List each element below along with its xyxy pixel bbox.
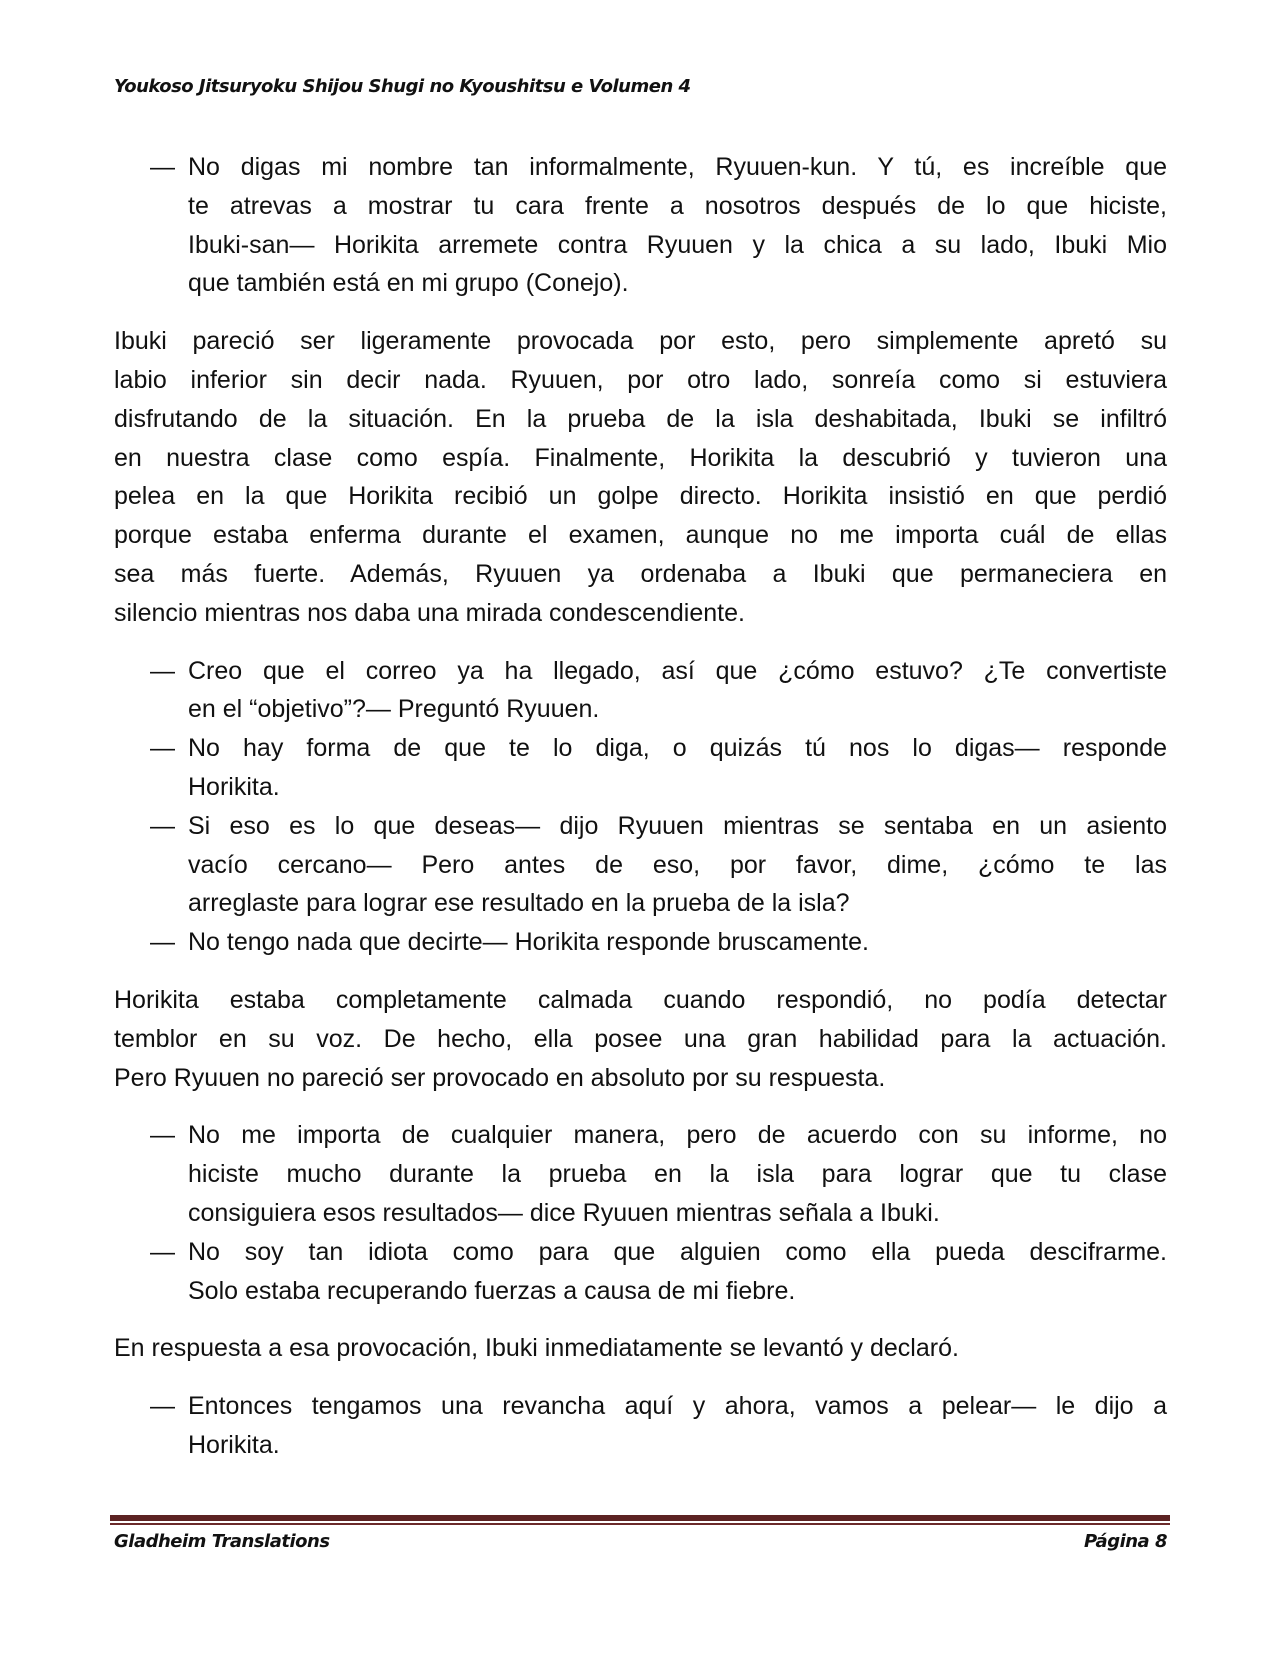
text-line: En respuesta a esa provocación, Ibuki inmediatamente se levantó y declaró. [114,1334,959,1363]
text-line: te atrevas a mostrar tu cara frente a nosotros después de lo que hiciste, [188,191,1167,220]
text-line: disfrutando de la situación. En la prueba de la isla deshabitada, Ibuki se infiltró [114,404,1167,433]
text-line: Ibuki pareció ser ligeramente provocada por esto, pero simplemente apretó su [114,327,1167,356]
paragraph [114,322,1167,632]
em-dash: — [150,1121,175,1150]
paragraph [114,981,1167,1097]
text-line: No digas mi nombre tan informalmente, Ryuuen-kun. Y tú, es increíble que [188,153,1167,181]
text-line: Horikita estaba completamente calmada cuando respondió, no podía detectar [114,985,1167,1014]
text-line: temblor en su voz. De hecho, ella posee una gran habilidad para la actuación. [114,1024,1167,1053]
dialogue-line [114,729,1167,807]
text-line: en nuestra clase como espía. Finalmente, Horikita la descubrió y tuvieron una [114,443,1167,472]
text-line: pelea en la que Horikita recibió un golpe directo. Horikita insistió en que perdió [114,482,1167,511]
footer-rule [110,1515,1170,1521]
text-line: Solo estaba recuperando fuerzas a causa de mi fiebre. [188,1276,796,1305]
text-line: que también está en mi grupo (Conejo). [188,269,629,298]
em-dash: — [150,928,175,957]
text-line: arreglaste para lograr ese resultado en la prueba de la isla? [188,889,850,918]
text-line: No hay forma de que te lo diga, o quizás tú nos lo digas— responde [188,734,1167,763]
dialogue-block [114,1387,1167,1465]
page-number: Página 8 [1084,1531,1167,1552]
text-line: vacío cercano— Pero antes de eso, por favor, dime, ¿cómo te las [188,850,1167,879]
running-header: Youkoso Jitsuryoku Shijou Shugi no Kyoushitsu e Volumen 4 [114,76,691,97]
text-line: No tengo nada que decirte— Horikita responde bruscamente. [188,928,869,957]
text-line: silencio mientras nos daba una mirada condescendiente. [114,598,745,627]
text-line: Si eso es lo que deseas— dijo Ryuuen mientras se sentaba en un asiento [188,811,1167,840]
text-line: No me importa de cualquier manera, pero de acuerdo con su informe, no [188,1121,1167,1150]
em-dash: — [150,656,175,685]
text-line: en el “objetivo”?— Preguntó Ryuuen. [188,695,600,724]
dialogue-block [114,148,1167,303]
text-line: porque estaba enferma durante el examen, aunque no me importa cuál de ellas [114,521,1167,550]
text-line: consiguiera esos resultados— dice Ryuuen mientras señala a Ibuki. [188,1198,940,1227]
dialogue-line [114,1116,1167,1232]
em-dash: — [150,1392,175,1421]
dialogue-line [114,148,1167,303]
dialogue-block [114,1116,1167,1310]
em-dash: — [150,1237,175,1266]
text-line: hiciste mucho durante la prueba en la isla para lograr que tu clase [188,1160,1167,1189]
footer-rule-thin [110,1523,1170,1525]
text-line: labio inferior sin decir nada. Ryuuen, por otro lado, sonreía como si estuviera [114,365,1167,394]
em-dash: — [150,734,175,763]
text-line: Horikita. [188,772,280,801]
paragraph [114,1329,1167,1368]
text-line: sea más fuerte. Además, Ryuuen ya ordenaba a Ibuki que permaneciera en [114,559,1167,588]
dialogue-block [114,652,1167,962]
dialogue-line [114,923,1167,962]
em-dash: — [150,811,175,840]
dialogue-line [114,652,1167,730]
dialogue-line [114,807,1167,923]
dialogue-line [114,1233,1167,1311]
page-body [114,148,1167,1484]
text-line: Pero Ryuuen no pareció ser provocado en absoluto por su respuesta. [114,1063,886,1092]
text-line: Entonces tengamos una revancha aquí y ahora, vamos a pelear— le dijo a [188,1392,1167,1421]
dialogue-line [114,1387,1167,1465]
footer-publisher: Gladheim Translations [114,1531,330,1552]
text-line: No soy tan idiota como para que alguien como ella pueda descifrarme. [188,1237,1167,1266]
text-line: Creo que el correo ya ha llegado, así que ¿cómo estuvo? ¿Te convertiste [188,656,1167,685]
em-dash: — [150,153,175,181]
text-line: Ibuki-san— Horikita arremete contra Ryuuen y la chica a su lado, Ibuki Mio [188,230,1167,259]
text-line: Horikita. [188,1430,280,1459]
